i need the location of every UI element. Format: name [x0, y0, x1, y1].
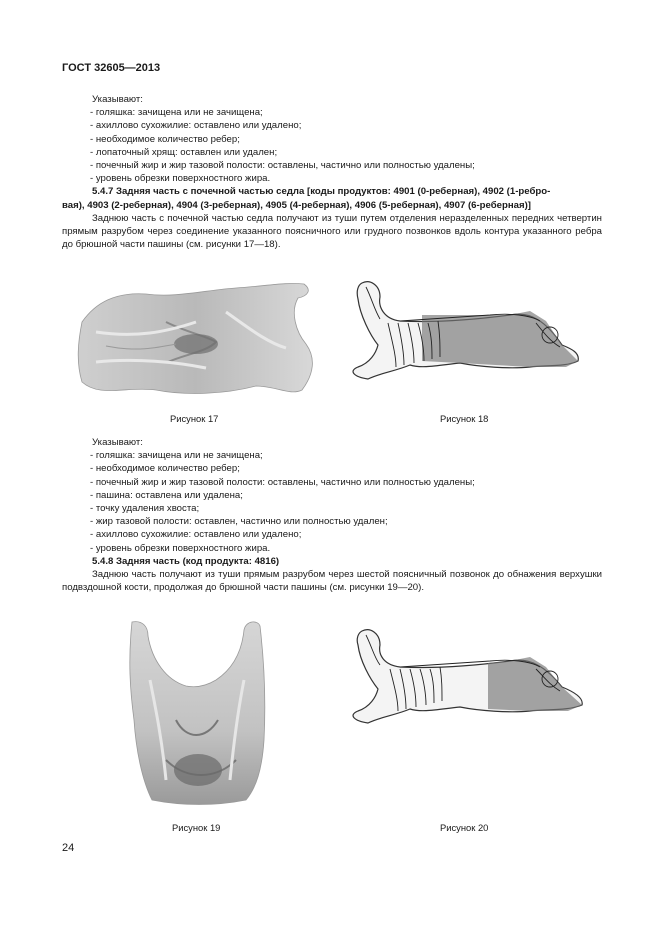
- section-548-title: 5.4.8 Задняя часть (код продукта: 4816): [92, 555, 280, 567]
- list-item: - точку удаления хвоста;: [90, 503, 200, 515]
- section1-intro: Указывают:: [92, 94, 143, 105]
- list-item: - уровень обрезки поверхностного жира.: [90, 542, 271, 554]
- list-item: - почечный жир и жир тазовой полости: оставлены, частично или полностью удалены;: [90, 160, 475, 172]
- section2-list: [62, 436, 602, 594]
- section2-intro: Указывают:: [92, 437, 143, 448]
- list-item: - пашина: оставлена или удалена;: [90, 489, 243, 501]
- page-number: 24: [62, 842, 75, 854]
- figure-19-caption: Рисунок 19: [172, 822, 221, 833]
- list-item: - почечный жир и жир тазовой полости: оставлены, частично или полностью удалены;: [90, 476, 475, 488]
- figure-17-caption: Рисунок 17: [170, 413, 219, 424]
- section-548-body: Заднюю часть получают из туши прямым разрубом через шестой поясничный позвонок до обнажения верхушки подвздошной кости, продолжая до брюшной части пашины (см. рисунки 19—20).: [62, 569, 602, 594]
- list-item: - необходимое количество ребер;: [90, 463, 240, 475]
- figure-18-diagram: [340, 275, 585, 387]
- figure-20-diagram: [340, 625, 590, 725]
- section-547-body: Заднюю часть с почечной частью седла получают из туши путем отделения неразделенных передних четвертин прямым разрубом через соединение указанного поясничного или грудного позвонков вдоль контура указанного ребра до брюшной части пашины (см. рисунки 17—18).: [62, 212, 602, 251]
- list-item: - ахиллово сухожилие: оставлено или удалено;: [90, 120, 302, 132]
- figure-19-image: [126, 620, 270, 810]
- figure-18-caption: Рисунок 18: [440, 413, 489, 424]
- list-item: - лопаточный хрящ: оставлен или удален;: [90, 146, 278, 158]
- list-item: - голяшка: зачищена или не зачищена;: [90, 107, 263, 119]
- list-item: - жир тазовой полости: оставлен, частично или полностью удален;: [90, 516, 388, 528]
- figure-20-caption: Рисунок 20: [440, 822, 489, 833]
- list-item: - уровень обрезки поверхностного жира.: [90, 173, 271, 185]
- document-header: ГОСТ 32605—2013: [62, 62, 161, 74]
- section1-list: [62, 93, 602, 251]
- list-item: - голяшка: зачищена или не зачищена;: [90, 450, 263, 462]
- section-547-title-line2: вая), 4903 (2-реберная), 4904 (3-реберная), 4905 (4-реберная), 4906 (5-реберная), 4907 (6-реберная)]: [62, 199, 531, 211]
- figure-17-image: [76, 282, 320, 400]
- list-item: - ахиллово сухожилие: оставлено или удалено;: [90, 529, 302, 541]
- list-item: - необходимое количество ребер;: [90, 133, 240, 145]
- section-547-title-line1: 5.4.7 Задняя часть с почечной частью седла [коды продуктов: 4901 (0-реберная), 4902 (1-ребро-: [92, 186, 551, 198]
